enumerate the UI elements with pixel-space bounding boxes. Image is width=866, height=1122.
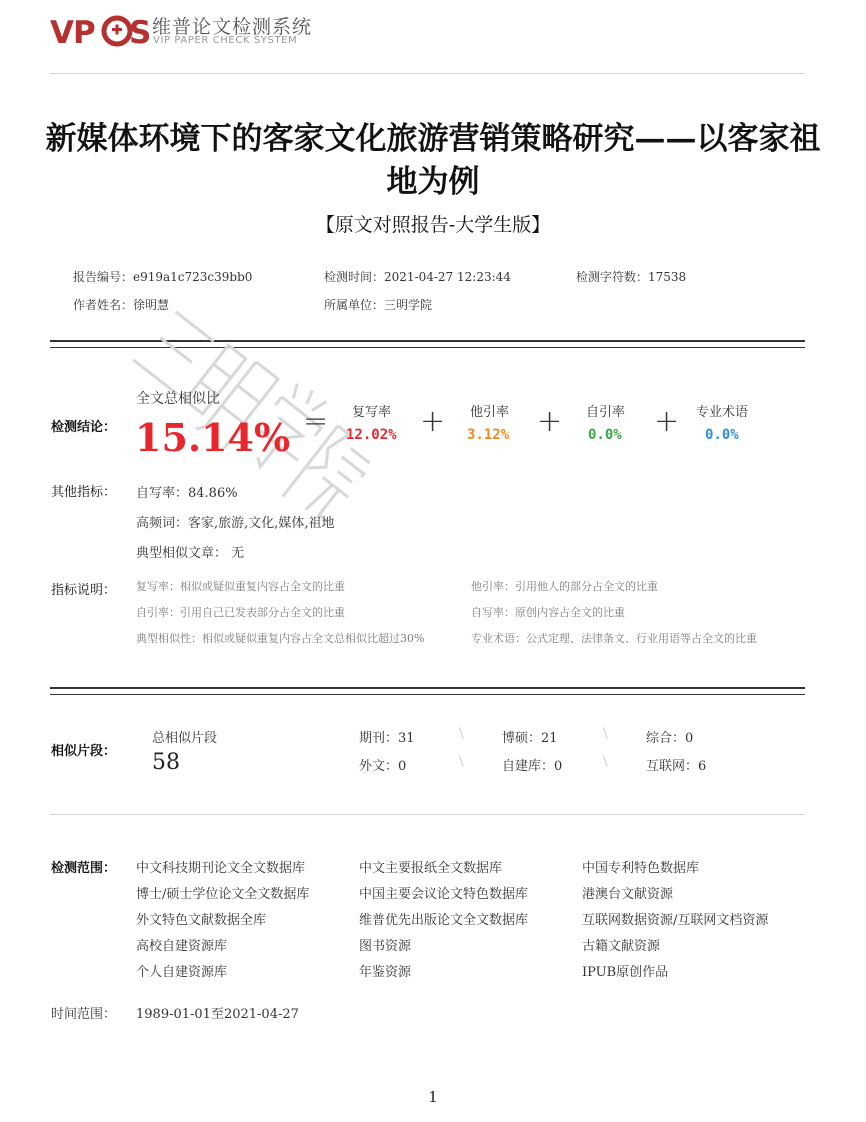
scope-item: 年鉴资源	[359, 965, 412, 980]
scope-label: 检测范围：	[51, 861, 117, 876]
self-built-count: 自建库：0	[502, 759, 563, 774]
internet-count: 互联网：6	[646, 759, 707, 774]
terminology-label: 专业术语	[696, 405, 749, 420]
plus-sign: +	[420, 404, 446, 439]
explain-self-write: 自写率：原创内容占全文的比重	[471, 606, 625, 619]
separator: \	[459, 754, 464, 770]
char-count: 检测字符数：17538	[576, 270, 687, 284]
terminology-value: 0.0%	[705, 427, 739, 443]
svg-text:VP: VP	[50, 15, 95, 51]
explain-typical: 典型相似性：相似或疑似重复内容占全文总相似比超过30%	[136, 632, 425, 645]
separator: \	[459, 726, 464, 742]
report-subtitle: 【原文对照报告-大学生版】	[315, 214, 551, 236]
scope-item: 中国专利特色数据库	[582, 861, 700, 876]
fragments-divider	[50, 814, 805, 815]
explain-self-citation: 自引率：引用自己已发表部分占全文的比重	[136, 606, 345, 619]
self-write-rate: 自写率：84.86%	[136, 486, 238, 501]
equals-sign: =	[303, 404, 329, 439]
typical-similar-articles: 典型相似文章： 无	[136, 546, 245, 561]
plus-sign: +	[654, 404, 680, 439]
self-citation-value: 0.0%	[588, 427, 622, 443]
scope-item: 外文特色文献数据全库	[136, 913, 267, 928]
institution: 所属单位：三明学院	[324, 298, 433, 312]
time-range-value: 1989-01-01至2021-04-27	[136, 1007, 299, 1022]
scope-item: 港澳台文献资源	[582, 887, 674, 902]
check-time: 检测时间：2021-04-27 12:23:44	[324, 270, 511, 284]
conclusion-label: 检测结论：	[51, 420, 117, 435]
scope-item: 图书资源	[359, 939, 412, 954]
high-frequency-words: 高频词：客家,旅游,文化,媒体,祖地	[136, 516, 335, 531]
logo-name-en: VIP PAPER CHECK SYSTEM	[153, 35, 298, 46]
logo-name-cn: 维普论文检测系统	[152, 16, 313, 38]
scope-item: 高校自建资源库	[136, 939, 228, 954]
other-indicators-label: 其他指标：	[51, 485, 117, 500]
vpcs-logo	[50, 14, 152, 51]
header-divider	[50, 73, 805, 74]
total-similarity-value: 15.14%	[135, 415, 291, 460]
section-divider	[50, 687, 805, 695]
foreign-count: 外文：0	[359, 759, 407, 774]
time-range-label: 时间范围：	[51, 1007, 117, 1022]
separator: \	[603, 754, 608, 770]
comprehensive-count: 综合：0	[646, 731, 694, 746]
scope-item: 中国主要会议论文特色数据库	[359, 887, 529, 902]
thesis-count: 博硕：21	[502, 731, 558, 746]
self-citation-label: 自引率	[586, 405, 626, 420]
total-fragments-value: 58	[152, 750, 180, 775]
scope-item: 中文主要报纸全文数据库	[359, 861, 503, 876]
page-number: 1	[428, 1088, 438, 1106]
scope-item: 个人自建资源库	[136, 965, 228, 980]
svg-text:S: S	[129, 15, 152, 51]
rewrite-rate-value: 12.02%	[346, 427, 397, 443]
scope-item: 博士/硕士学位论文全文数据库	[136, 887, 310, 902]
plus-sign: +	[537, 404, 563, 439]
separator: \	[603, 726, 608, 742]
explain-terminology: 专业术语：公式定理、法律条文、行业用语等占全文的比重	[471, 632, 757, 645]
report-title: 新媒体环境下的客家文化旅游营销策略研究——以客家祖地为例	[45, 121, 821, 200]
fragments-label: 相似片段：	[51, 744, 117, 759]
report-id: 报告编号：e919a1c723c39bb0	[73, 270, 253, 284]
other-citation-label: 他引率	[470, 405, 510, 420]
scope-item: 古籍文献资源	[582, 939, 661, 954]
journal-count: 期刊：31	[359, 731, 415, 746]
explain-other-citation: 他引率：引用他人的部分占全文的比重	[471, 580, 658, 593]
scope-item: 互联网数据资源/互联网文档资源	[582, 913, 769, 928]
explain-rewrite: 复写率：相似或疑似重复内容占全文的比重	[136, 580, 345, 593]
scope-item: IPUB原创作品	[582, 965, 669, 980]
other-citation-value: 3.12%	[467, 427, 510, 443]
total-similarity-label: 全文总相似比	[136, 391, 220, 407]
scope-item: 中文科技期刊论文全文数据库	[136, 861, 306, 876]
author-name: 作者姓名：徐明慧	[73, 298, 170, 312]
rewrite-rate-label: 复写率	[352, 405, 392, 420]
scope-item: 维普优先出版论文全文数据库	[359, 913, 529, 928]
explanation-label: 指标说明：	[51, 583, 117, 598]
total-fragments-label: 总相似片段	[152, 731, 218, 746]
